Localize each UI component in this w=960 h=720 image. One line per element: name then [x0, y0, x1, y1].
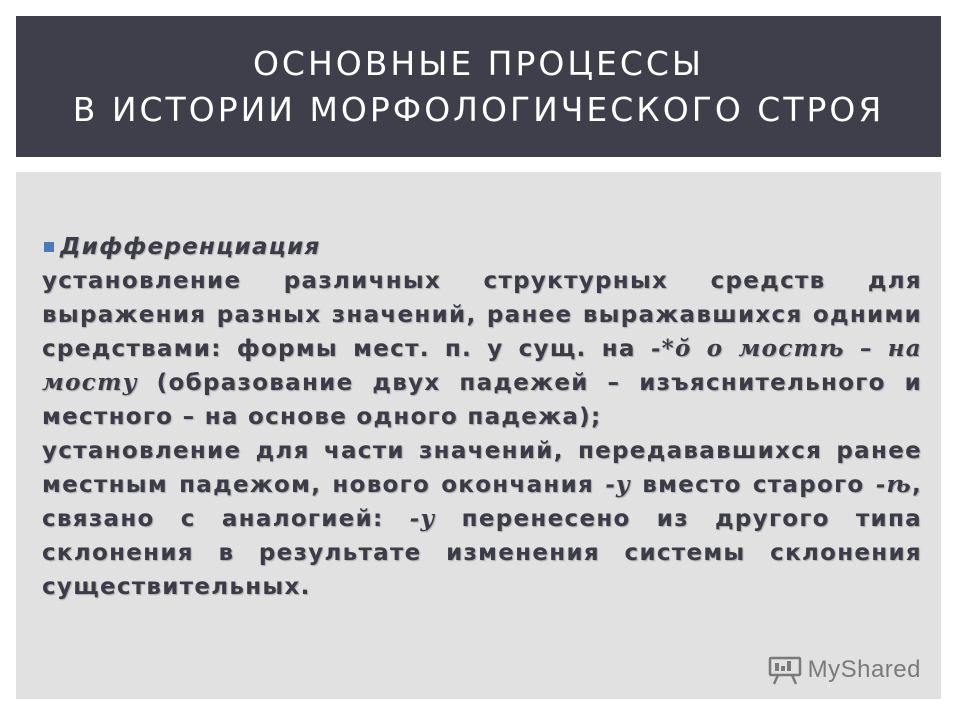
- bullet-square-icon: [44, 242, 54, 252]
- paragraph-1-example: -*ŏ о мостѣ – на мосту: [42, 335, 922, 396]
- paragraph-2-text-b: вместо старого: [631, 472, 876, 498]
- paragraph-2: [42, 434, 922, 604]
- heading-text: Дифференциация: [60, 234, 321, 260]
- paragraph-2-text-c: , связано с аналогией:: [42, 472, 922, 532]
- paragraph-1-text-b: (образование двух падежей – изъяснительного и местного – на основе одного падежа);: [42, 370, 922, 430]
- slide-title-line-2: В ИСТОРИИ МОРФОЛОГИЧЕСКОГО СТРОЯ: [72, 89, 885, 129]
- paragraph-2-example-3: -у: [409, 505, 436, 532]
- title-bar: [16, 16, 941, 157]
- paragraph-2-text-d: перенесено из другого типа склонения в результате изменения системы склонения существительных.: [42, 506, 922, 600]
- paragraph-1-text-a: установление различных структурных средств для выражения разных значений, ранее выражавшихся одними средствами: формы мест. п. у сущ. на: [42, 268, 922, 362]
- paragraph-2-text-a: установление для части значений, передававшихся ранее местным падежом, нового окончания: [42, 438, 922, 498]
- myshared-watermark: [768, 655, 921, 685]
- paragraph-2-example-2: -ѣ: [875, 471, 912, 498]
- presentation-board-icon: [768, 655, 802, 685]
- slide-title-line-1: ОСНОВНЫЕ ПРОЦЕССЫ: [252, 43, 705, 83]
- paragraph-1: [42, 264, 922, 434]
- watermark-text: MyShared: [807, 656, 921, 683]
- paragraph-2-example-1: -у: [605, 471, 632, 498]
- content-text: [42, 230, 922, 604]
- content-panel: [16, 172, 941, 699]
- bullet-heading: [42, 230, 922, 264]
